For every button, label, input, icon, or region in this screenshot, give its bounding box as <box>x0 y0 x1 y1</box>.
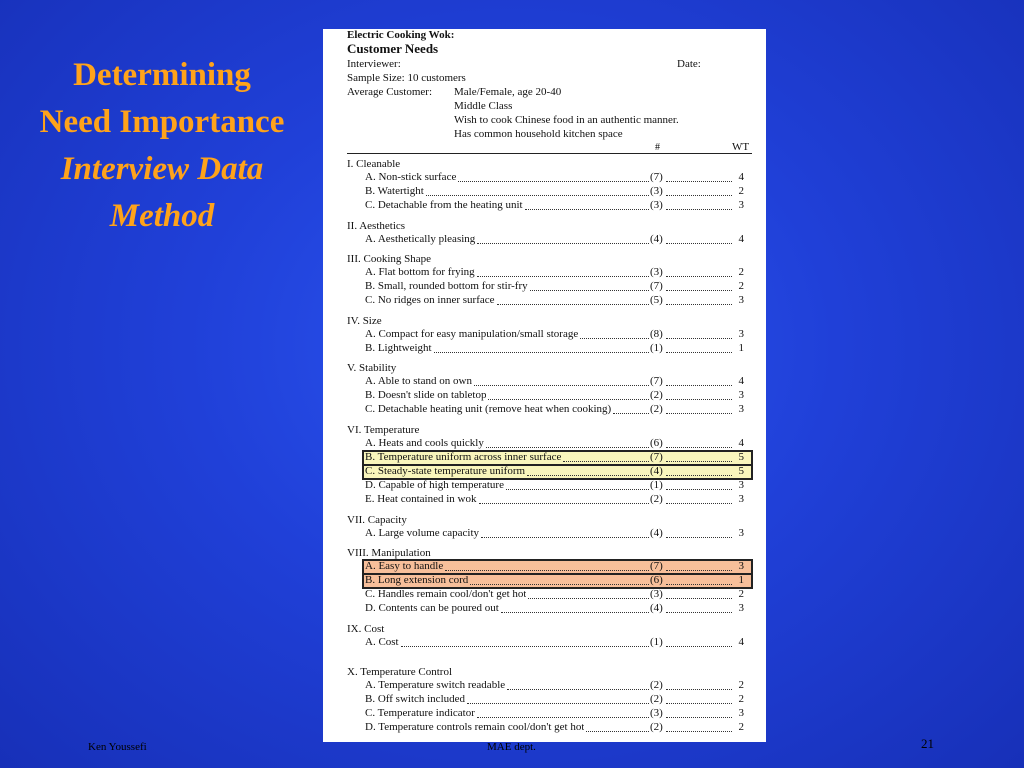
need-item-count: (2) <box>650 693 663 705</box>
leader-dots <box>666 603 732 613</box>
leader-dots <box>666 708 732 718</box>
leader-dots <box>486 438 649 448</box>
customer-needs-document <box>323 29 766 742</box>
need-item-label: A. Able to stand on own <box>365 375 472 387</box>
leader-dots <box>666 267 732 277</box>
need-item-count: (3) <box>650 185 663 197</box>
average-customer-line: Middle Class <box>454 100 513 112</box>
leader-dots <box>488 390 649 400</box>
leader-dots <box>666 466 732 476</box>
need-item-weight: 4 <box>738 375 744 387</box>
leader-dots <box>666 186 732 196</box>
need-item-label: B. Temperature uniform across inner surface <box>365 451 562 463</box>
leader-dots <box>527 466 649 476</box>
need-item-label: B. Small, rounded bottom for stir-fry <box>365 280 528 292</box>
slide-title <box>8 52 316 240</box>
need-item-weight: 5 <box>738 451 744 463</box>
leader-dots <box>474 376 649 386</box>
leader-dots <box>580 329 649 339</box>
leader-dots <box>666 343 732 353</box>
average-customer-label: Average Customer: <box>347 86 433 98</box>
leader-dots <box>434 343 649 353</box>
leader-dots <box>477 234 649 244</box>
need-item-count: (7) <box>650 560 663 572</box>
section-title: X. Temperature Control <box>347 666 453 678</box>
leader-dots <box>481 528 649 538</box>
need-item-count: (7) <box>650 375 663 387</box>
leader-dots <box>666 281 732 291</box>
title-line-2: Need Importance <box>39 104 285 140</box>
leader-dots <box>666 376 732 386</box>
leader-dots <box>666 480 732 490</box>
leader-dots <box>666 438 732 448</box>
need-item-weight: 2 <box>738 721 744 733</box>
need-item-count: (1) <box>650 479 663 491</box>
leader-dots <box>507 680 649 690</box>
footer-department: MAE dept. <box>487 741 536 753</box>
document-heading: Customer Needs <box>347 41 439 56</box>
leader-dots <box>528 589 649 599</box>
need-item-count: (8) <box>650 328 663 340</box>
leader-dots <box>666 561 732 571</box>
need-item-count: (4) <box>650 527 663 539</box>
need-item-label: A. Temperature switch readable <box>365 679 506 691</box>
need-item-label: A. Large volume capacity <box>365 527 480 539</box>
need-item-weight: 2 <box>738 185 744 197</box>
need-item-count: (4) <box>650 233 663 245</box>
leader-dots <box>666 528 732 538</box>
need-item-label: D. Capable of high temperature <box>365 479 504 491</box>
need-item-weight: 4 <box>738 233 744 245</box>
need-item-count: (6) <box>650 437 663 449</box>
need-item-count: (2) <box>650 493 663 505</box>
section-title: IX. Cost <box>347 623 385 635</box>
need-item-weight: 3 <box>738 403 744 415</box>
need-item-weight: 4 <box>738 171 744 183</box>
date-label: Date: <box>677 58 701 70</box>
leader-dots <box>666 172 732 182</box>
need-item-weight: 3 <box>738 328 744 340</box>
need-item-label: B. Doesn't slide on tabletop <box>365 389 487 401</box>
need-item-weight: 3 <box>738 294 744 306</box>
need-item-weight: 3 <box>738 199 744 211</box>
need-item-count: (3) <box>650 199 663 211</box>
need-item-count: (7) <box>650 280 663 292</box>
need-item-count: (2) <box>650 389 663 401</box>
section-title: III. Cooking Shape <box>347 253 432 265</box>
leader-dots <box>666 329 732 339</box>
need-item-label: C. Temperature indicator <box>365 707 475 719</box>
footer-author: Ken Youssefi <box>88 741 147 753</box>
leader-dots <box>525 200 649 210</box>
section-title: VIII. Manipulation <box>347 547 431 559</box>
leader-dots <box>501 603 649 613</box>
section-title: VII. Capacity <box>347 514 407 526</box>
header-rule <box>347 153 752 154</box>
need-item-weight: 5 <box>738 465 744 477</box>
section-title: II. Aesthetics <box>347 220 406 232</box>
leader-dots <box>563 452 649 462</box>
leader-dots <box>479 494 650 504</box>
section-title: IV. Size <box>347 315 382 327</box>
leader-dots <box>666 390 732 400</box>
leader-dots <box>458 172 649 182</box>
need-item-label: C. No ridges on inner surface <box>365 294 495 306</box>
leader-dots <box>506 480 649 490</box>
need-item-count: (7) <box>650 171 663 183</box>
need-item-weight: 3 <box>738 493 744 505</box>
need-item-weight: 3 <box>738 707 744 719</box>
leader-dots <box>666 452 732 462</box>
average-customer-line: Wish to cook Chinese food in an authentic manner. <box>454 114 679 126</box>
leader-dots <box>426 186 649 196</box>
sample-size: Sample Size: 10 customers <box>347 72 466 84</box>
leader-dots <box>666 200 732 210</box>
section-title: I. Cleanable <box>347 158 401 170</box>
need-item-label: A. Aesthetically pleasing <box>365 233 476 245</box>
leader-dots <box>477 267 649 277</box>
leader-dots <box>666 404 732 414</box>
need-item-weight: 2 <box>738 679 744 691</box>
average-customer-line: Has common household kitchen space <box>454 128 623 140</box>
need-item-weight: 3 <box>738 560 744 572</box>
section-title: VI. Temperature <box>347 424 420 436</box>
need-item-weight: 2 <box>738 588 744 600</box>
need-item-label: B. Off switch included <box>365 693 466 705</box>
need-item-label: B. Lightweight <box>365 342 432 354</box>
leader-dots <box>666 575 732 585</box>
need-item-count: (1) <box>650 342 663 354</box>
need-item-count: (2) <box>650 679 663 691</box>
need-item-label: A. Cost <box>365 636 399 648</box>
subtitle-line-1: Interview Data <box>60 151 264 187</box>
leader-dots <box>586 722 649 732</box>
leader-dots <box>530 281 649 291</box>
need-item-weight: 2 <box>738 693 744 705</box>
leader-dots <box>666 680 732 690</box>
need-item-weight: 4 <box>738 437 744 449</box>
leader-dots <box>613 404 649 414</box>
need-item-label: B. Watertight <box>365 185 424 197</box>
need-item-label: A. Heats and cools quickly <box>365 437 484 449</box>
need-item-count: (4) <box>650 602 663 614</box>
need-item-label: A. Non-stick surface <box>365 171 457 183</box>
leader-dots <box>666 694 732 704</box>
need-item-label: C. Detachable heating unit (remove heat when cooking) <box>365 403 612 415</box>
need-item-count: (2) <box>650 403 663 415</box>
average-customer-line: Male/Female, age 20-40 <box>454 86 562 98</box>
leader-dots <box>445 561 649 571</box>
need-item-count: (5) <box>650 294 663 306</box>
need-item-weight: 1 <box>738 574 744 586</box>
need-item-weight: 2 <box>738 266 744 278</box>
need-item-weight: 4 <box>738 636 744 648</box>
interviewer-label: Interviewer: <box>347 58 401 70</box>
need-item-label: C. Steady-state temperature uniform <box>365 465 526 477</box>
leader-dots <box>666 234 732 244</box>
need-item-weight: 3 <box>738 527 744 539</box>
need-item-count: (3) <box>650 588 663 600</box>
need-item-label: B. Long extension cord <box>365 574 469 586</box>
need-item-weight: 3 <box>738 602 744 614</box>
need-item-label: C. Handles remain cool/don't get hot <box>365 588 527 600</box>
page-number: 21 <box>921 736 934 751</box>
need-item-count: (7) <box>650 451 663 463</box>
document-product: Electric Cooking Wok: <box>347 29 455 41</box>
need-item-count: (6) <box>650 574 663 586</box>
section-title: V. Stability <box>347 362 397 374</box>
need-item-count: (3) <box>650 266 663 278</box>
weight-column-header: WT <box>732 141 750 153</box>
leader-dots <box>666 589 732 599</box>
leader-dots <box>470 575 649 585</box>
need-item-label: A. Flat bottom for frying <box>365 266 475 278</box>
need-item-label: C. Detachable from the heating unit <box>365 199 523 211</box>
leader-dots <box>497 295 649 305</box>
leader-dots <box>666 494 732 504</box>
need-item-label: A. Compact for easy manipulation/small storage <box>365 328 579 340</box>
need-item-label: A. Easy to handle <box>365 560 444 572</box>
need-item-count: (2) <box>650 721 663 733</box>
need-item-count: (3) <box>650 707 663 719</box>
need-item-label: E. Heat contained in wok <box>365 493 477 505</box>
need-item-count: (4) <box>650 465 663 477</box>
leader-dots <box>666 722 732 732</box>
subtitle-line-2: Method <box>109 198 215 234</box>
need-item-weight: 3 <box>738 479 744 491</box>
need-item-weight: 1 <box>738 342 744 354</box>
need-item-label: D. Contents can be poured out <box>365 602 499 614</box>
need-item-weight: 2 <box>738 280 744 292</box>
leader-dots <box>666 637 732 647</box>
count-column-header: # <box>655 142 660 153</box>
need-item-weight: 3 <box>738 389 744 401</box>
need-item-label: D. Temperature controls remain cool/don't get hot <box>365 721 585 733</box>
leader-dots <box>477 708 649 718</box>
need-item-count: (1) <box>650 636 663 648</box>
leader-dots <box>666 295 732 305</box>
leader-dots <box>467 694 649 704</box>
leader-dots <box>401 637 649 647</box>
title-line-1: Determining <box>73 57 251 93</box>
